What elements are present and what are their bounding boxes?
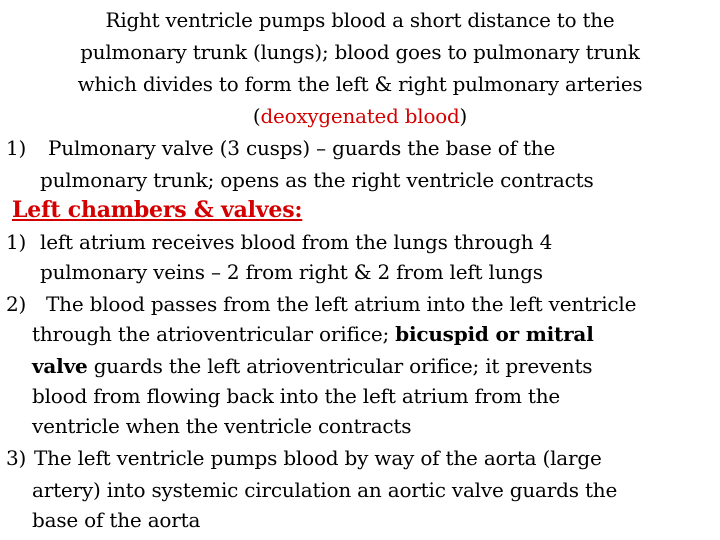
intro-line-1: Right ventricle pumps blood a short distance to the: [105, 8, 615, 32]
left-item-2-line-3: [32, 350, 592, 382]
valve-text: valve: [32, 354, 88, 378]
left-item-1-line-2: pulmonary veins – 2 from right & 2 from left lungs: [40, 260, 543, 284]
left-item-3-line-1: The left ventricle pumps blood by way of the aorta (large: [34, 446, 602, 470]
left-item-1-number: 1): [6, 230, 27, 254]
left-item-2-line-2-text: through the atrioventricular orifice;: [32, 322, 396, 346]
left-chambers-heading: Left chambers & valves:: [12, 197, 303, 223]
right-item-1-number: 1): [6, 136, 27, 160]
left-item-2-line-1: The blood passes from the left atrium into the left ventricle: [46, 292, 637, 316]
left-item-2-line-5: ventricle when the ventricle contracts: [32, 414, 412, 438]
left-item-3-line-3: base of the aorta: [32, 508, 201, 532]
left-item-2-line-3-text: guards the left atrioventricular orifice; it prevents: [87, 354, 593, 378]
intro-line-4: [2, 100, 718, 132]
left-item-1-line-1: left atrium receives blood from the lungs through 4: [40, 230, 553, 254]
right-item-1-line-2: pulmonary trunk; opens as the right ventricle contracts: [40, 168, 594, 192]
bicuspid-mitral-text: bicuspid or mitral: [395, 322, 594, 346]
left-item-2-line-2: [32, 318, 594, 350]
paren-close: ): [459, 104, 468, 128]
left-item-3-number: 3): [6, 446, 27, 470]
deoxygenated-blood-text: deoxygenated blood: [260, 104, 460, 128]
left-item-3-line-2: artery) into systemic circulation an aortic valve guards the: [32, 478, 618, 502]
left-item-2-line-4: blood from flowing back into the left atrium from the: [32, 384, 561, 408]
paren-open: (: [252, 104, 261, 128]
left-item-2-number: 2): [6, 292, 27, 316]
intro-line-3: which divides to form the left & right pulmonary arteries: [77, 72, 643, 96]
intro-line-2: pulmonary trunk (lungs); blood goes to pulmonary trunk: [80, 40, 640, 64]
right-item-1-line-1: Pulmonary valve (3 cusps) – guards the base of the: [48, 136, 556, 160]
